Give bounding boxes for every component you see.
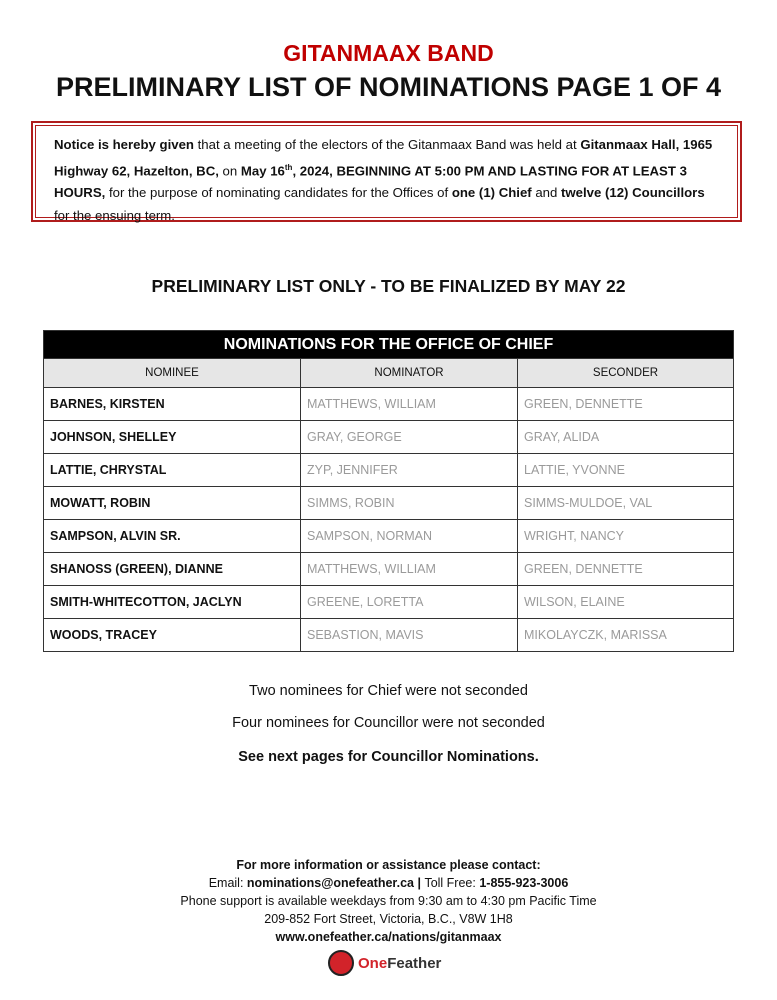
- footer: [0, 856, 777, 946]
- nominator-cell: MATTHEWS, WILLIAM: [301, 553, 518, 586]
- column-header: SECONDER: [518, 359, 734, 388]
- note: Four nominees for Councillor were not seconded: [232, 715, 545, 731]
- seconder-cell: SIMMS-MULDOE, VAL: [518, 487, 734, 520]
- footer-heading: For more information or assistance please contact:: [236, 858, 541, 872]
- table-row: [44, 553, 734, 586]
- table-row: [44, 454, 734, 487]
- email-link[interactable]: nominations@onefeather.ca: [246, 876, 414, 890]
- chief-nominations-table: [43, 330, 734, 652]
- seconder-cell: WRIGHT, NANCY: [518, 520, 734, 553]
- seconder-cell: GRAY, ALIDA: [518, 421, 734, 454]
- nominee-cell: LATTIE, CHRYSTAL: [44, 454, 301, 487]
- table-row: [44, 421, 734, 454]
- seconder-cell: MIKOLAYCZK, MARISSA: [518, 619, 734, 652]
- notice-box: [31, 121, 742, 222]
- nominee-cell: JOHNSON, SHELLEY: [44, 421, 301, 454]
- note: Two nominees for Chief were not seconded: [249, 683, 528, 699]
- nominator-cell: MATTHEWS, WILLIAM: [301, 388, 518, 421]
- nominee-cell: SAMPSON, ALVIN SR.: [44, 520, 301, 553]
- seconder-cell: WILSON, ELAINE: [518, 586, 734, 619]
- nominator-cell: GRAY, GEORGE: [301, 421, 518, 454]
- onefeather-logo: [328, 950, 441, 976]
- notice-text: Notice is hereby given that a meeting of the electors of the Gitanmaax Band was held at Gitanmaax Hall, 1965 Highway 62, Hazelton, BC, on May 16th, 2024, BEGINNING AT 5:00 PM AND LASTING FOR AT LEAST 3 HOURS, for the purpose of nominating candidates for the Offices of one (1) Chief and twelve (12) Councillors for the ensuing term.: [35, 125, 738, 218]
- nominator-cell: SIMMS, ROBIN: [301, 487, 518, 520]
- table-row: [44, 487, 734, 520]
- separator: |: [413, 876, 425, 890]
- nominee-cell: BARNES, KIRSTEN: [44, 388, 301, 421]
- seconder-cell: GREEN, DENNETTE: [518, 553, 734, 586]
- table-row: [44, 520, 734, 553]
- table-row: [44, 619, 734, 652]
- table-row: [44, 388, 734, 421]
- note: See next pages for Councillor Nominations.: [238, 749, 539, 765]
- phone-number: 1-855-923-3006: [479, 876, 569, 890]
- table-row: [44, 586, 734, 619]
- email-label: Email:: [208, 876, 247, 890]
- nominee-cell: WOODS, TRACEY: [44, 619, 301, 652]
- nominee-cell: SMITH-WHITECOTTON, JACLYN: [44, 586, 301, 619]
- hours: Phone support is available weekdays from 9:30 am to 4:30 pm Pacific Time: [180, 894, 597, 908]
- band-title: GITANMAAX BAND: [283, 40, 494, 66]
- toll-label: Toll Free:: [424, 876, 480, 890]
- nominator-cell: SAMPSON, NORMAN: [301, 520, 518, 553]
- nominee-cell: MOWATT, ROBIN: [44, 487, 301, 520]
- nominee-cell: SHANOSS (GREEN), DIANNE: [44, 553, 301, 586]
- address: 209-852 Fort Street, Victoria, B.C., V8W 1H8: [264, 912, 513, 926]
- website-link[interactable]: www.onefeather.ca/nations/gitanmaax: [275, 930, 502, 944]
- column-header: NOMINEE: [44, 359, 301, 388]
- column-header: NOMINATOR: [301, 359, 518, 388]
- nominator-cell: GREENE, LORETTA: [301, 586, 518, 619]
- logo-text-one: One: [358, 954, 388, 972]
- seconder-cell: LATTIE, YVONNE: [518, 454, 734, 487]
- logo-text-feather: Feather: [387, 954, 442, 972]
- preliminary-notice: PRELIMINARY LIST ONLY - TO BE FINALIZED BY MAY 22: [151, 276, 626, 296]
- table-caption: NOMINATIONS FOR THE OFFICE OF CHIEF: [44, 331, 734, 359]
- seconder-cell: GREEN, DENNETTE: [518, 388, 734, 421]
- feather-icon: [328, 950, 354, 976]
- page-title: PRELIMINARY LIST OF NOMINATIONS PAGE 1 OF 4: [55, 72, 722, 102]
- nominator-cell: SEBASTION, MAVIS: [301, 619, 518, 652]
- nominator-cell: ZYP, JENNIFER: [301, 454, 518, 487]
